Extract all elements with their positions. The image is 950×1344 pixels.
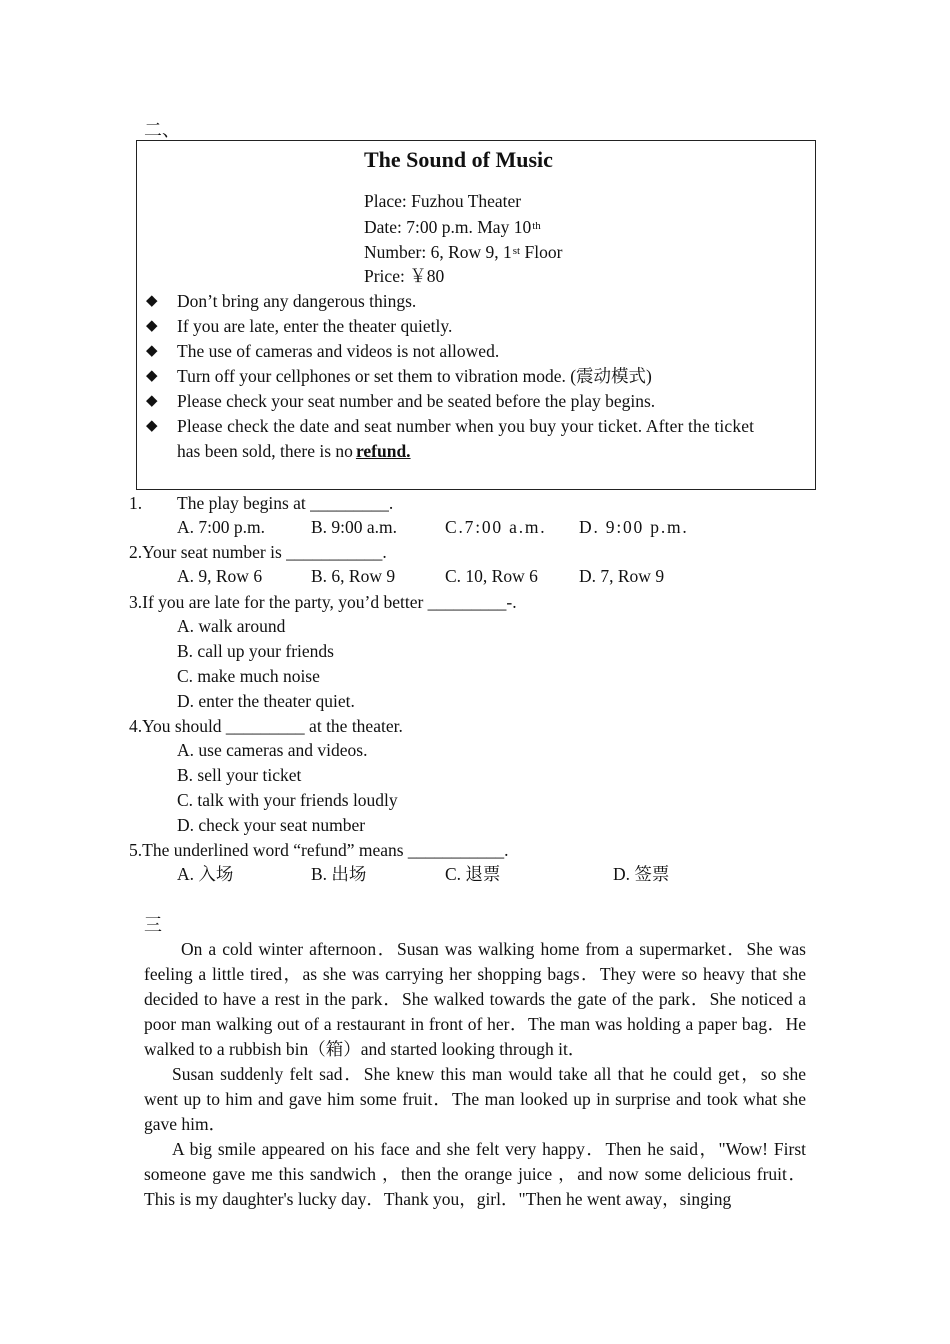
ticket-date-suffix: th [532, 220, 541, 232]
q1-option-d: D. 9:00 p.m. [579, 517, 689, 537]
q5-option-d: D. 签票 [613, 864, 670, 884]
question-4-text: 4.You should _________ at the theater. [129, 716, 403, 736]
passage-paragraph: A big smile appeared on his face and she felt very happy．Then he said，"Wow! First someone gave me this sandwich ，then the orange juice ，and now some delicious fruit．This is my daughter's lucky day．Thank you，girl．"Then he went away，singing [144, 1139, 806, 1209]
ticket-place: Place: Fuzhou Theater [364, 191, 522, 211]
q3-option-d: D. enter the theater quiet. [177, 691, 355, 711]
q2-option-b: B. 6, Row 9 [311, 566, 396, 586]
diamond-bullet-icon: ◆ [146, 368, 158, 384]
q5-option-a: A. 入场 [177, 864, 234, 884]
question-1-number: 1. [129, 493, 143, 513]
ticket-title: The Sound of Music [364, 147, 553, 172]
q4-option-b: B. sell your ticket [177, 765, 302, 785]
diamond-bullet-icon: ◆ [146, 418, 158, 434]
ticket-number-text: Number: 6, Row 9, 1 [364, 242, 512, 262]
ticket-rule-continued [177, 439, 411, 464]
q3-option-a: A. walk around [177, 616, 286, 636]
q2-option-d: D. 7, Row 9 [579, 566, 665, 586]
ticket-rule: Please check your seat number and be seated before the play begins. [177, 391, 656, 411]
diamond-bullet-icon: ◆ [146, 293, 158, 309]
q3-option-c: C. make much noise [177, 666, 320, 686]
q4-option-a: A. use cameras and videos. [177, 740, 368, 760]
ticket-rule: If you are late, enter the theater quietly. [177, 316, 453, 336]
question-2-text: 2.Your seat number is ___________. [129, 542, 387, 562]
ticket-number-suffix: st [512, 245, 521, 257]
q5-option-c: C. 退票 [445, 864, 501, 884]
q2-option-c: C. 10, Row 6 [445, 566, 538, 586]
ticket-rule: Don’t bring any dangerous things. [177, 291, 417, 311]
q4-option-c: C. talk with your friends loudly [177, 790, 398, 810]
section-label-2: 二、 [144, 120, 180, 140]
ticket-rule: The use of cameras and videos is not allowed. [177, 341, 500, 361]
q3-option-b: B. call up your friends [177, 641, 334, 661]
question-5-text: 5.The underlined word “refund” means ___________. [129, 840, 509, 860]
ticket-price: Price: ￥80 [364, 266, 445, 286]
q4-option-d: D. check your seat number [177, 815, 366, 835]
q2-option-a: A. 9, Row 6 [177, 566, 263, 586]
ticket-number [364, 239, 562, 265]
reading-passage [144, 937, 806, 1212]
passage-paragraph: Susan suddenly felt sad．She knew this man would take all that he could get，so she went up to him and gave him some fruit．The man looked up in surprise and took what she gave him． [144, 1064, 806, 1134]
passage-paragraph: On a cold winter afternoon．Susan was walking home from a supermarket．She was feeling a little tired，as she was carrying her shopping bags．They were so heavy that she decided to have a rest in the park．She walked towards the gate of the park．She noticed a poor man walking out of a restaurant in front of her．The man was holding a paper bag．He walked to a rubbish bin（箱）and started looking through it． [144, 939, 806, 1059]
ticket-rule: Please check the date and seat number when you buy your ticket. After the ticket [177, 416, 755, 436]
ticket-rule: Turn off your cellphones or set them to vibration mode. (震动模式) [177, 366, 652, 386]
diamond-bullet-icon: ◆ [146, 343, 158, 359]
diamond-bullet-icon: ◆ [146, 318, 158, 334]
q1-option-b: B. 9:00 a.m. [311, 517, 398, 537]
q1-option-a: A. 7:00 p.m. [177, 517, 265, 537]
question-1-text: The play begins at _________. [177, 493, 394, 513]
refund-word: refund. [355, 441, 411, 461]
q1-option-c: C.7:00 a.m. [445, 517, 547, 537]
ticket-date [364, 214, 541, 240]
ticket-date-text: Date: 7:00 p.m. May 10 [364, 217, 532, 237]
ticket-rule-continued-text: has been sold, there is no [177, 441, 353, 461]
ticket-number-floor: Floor [520, 242, 563, 262]
question-3-text: 3.If you are late for the party, you’d better _________-. [129, 592, 517, 612]
diamond-bullet-icon: ◆ [146, 393, 158, 409]
q5-option-b: B. 出场 [311, 864, 367, 884]
section-label-3: 三 [144, 915, 162, 935]
